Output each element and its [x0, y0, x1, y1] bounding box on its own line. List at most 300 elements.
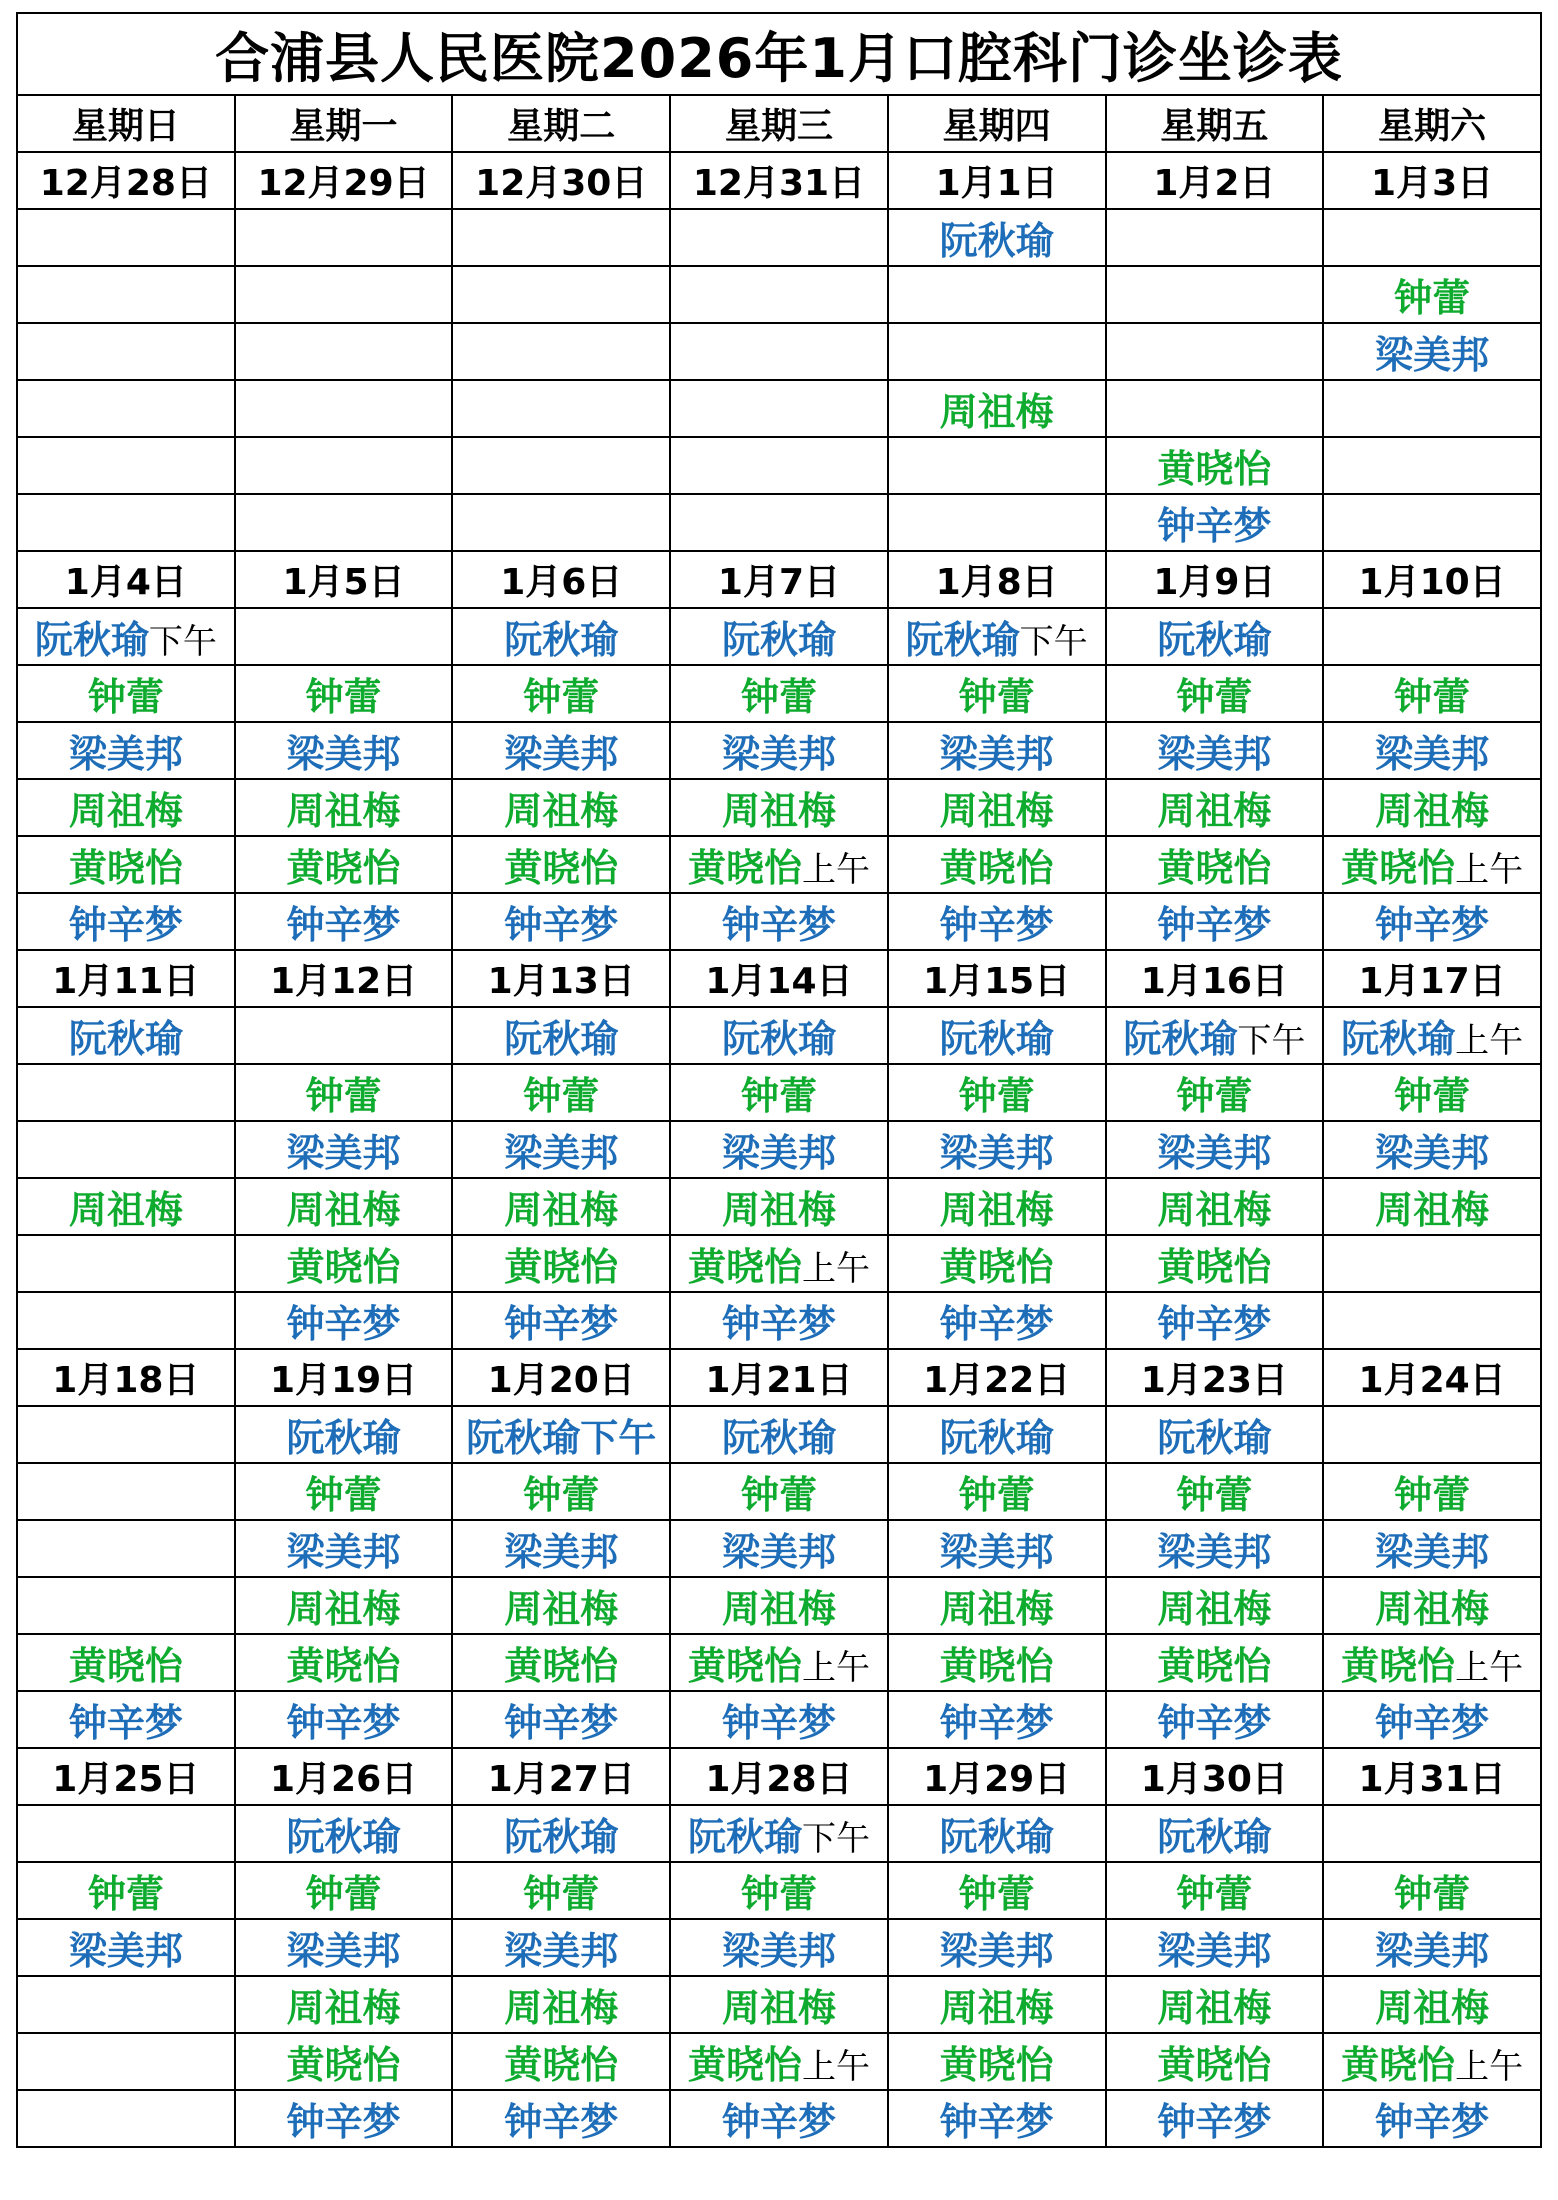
schedule-cell: [1106, 1235, 1324, 1292]
doctor-name: 梁美邦: [939, 1131, 1054, 1175]
schedule-cell: [1106, 1862, 1324, 1919]
doctor-name: 周祖梅: [721, 1587, 836, 1631]
date-cell: 1月7日: [670, 551, 888, 608]
schedule-cell: [235, 494, 453, 551]
schedule-cell: [1106, 266, 1324, 323]
schedule-cell: [670, 1463, 888, 1520]
date-cell: 12月30日: [452, 152, 670, 209]
schedule-cell: [17, 1406, 235, 1463]
doctor-name: 周祖梅: [721, 789, 836, 833]
schedule-cell: [670, 1919, 888, 1976]
doctor-name: 周祖梅: [1375, 1587, 1490, 1631]
schedule-cell: [235, 836, 453, 893]
doctor-name: 周祖梅: [1375, 1986, 1490, 2030]
schedule-cell: [17, 1178, 235, 1235]
date-cell: 1月16日: [1106, 950, 1324, 1007]
doctor-name: 钟蕾: [740, 675, 817, 719]
weekday-tuesday: 星期二: [452, 95, 670, 152]
doctor-name: 钟蕾: [523, 1074, 600, 1118]
schedule-cell: [670, 608, 888, 665]
schedule-cell: [1106, 665, 1324, 722]
schedule-cell: [235, 1976, 453, 2033]
schedule-cell: [670, 1691, 888, 1748]
schedule-cell: [670, 779, 888, 836]
date-cell: 1月22日: [888, 1349, 1106, 1406]
date-cell: 1月17日: [1323, 950, 1541, 1007]
schedule-cell: [1323, 1178, 1541, 1235]
date-cell: 1月31日: [1323, 1748, 1541, 1805]
doctor-row: [17, 1520, 1541, 1577]
schedule-cell: [888, 2090, 1106, 2147]
schedule-cell: [888, 1691, 1106, 1748]
doctor-name: 阮秋瑜: [1157, 618, 1272, 662]
session-note: 下午: [148, 622, 217, 662]
schedule-cell: [670, 323, 888, 380]
doctor-name: 钟蕾: [740, 1872, 817, 1916]
schedule-cell: [452, 893, 670, 950]
schedule-cell: [888, 494, 1106, 551]
session-note: 上午: [1455, 850, 1524, 890]
schedule-cell: [235, 1919, 453, 1976]
schedule-cell: [452, 1121, 670, 1178]
schedule-cell: [1106, 1463, 1324, 1520]
schedule-cell: [235, 1064, 453, 1121]
schedule-cell: [670, 437, 888, 494]
doctor-name: 钟辛梦: [286, 1701, 401, 1745]
schedule-cell: [1106, 1121, 1324, 1178]
schedule-cell: [1106, 1064, 1324, 1121]
doctor-name: 钟辛梦: [286, 2100, 401, 2144]
date-row: [17, 1748, 1541, 1805]
schedule-cell: [670, 1976, 888, 2033]
schedule-cell: [670, 266, 888, 323]
doctor-name: 周祖梅: [1157, 789, 1272, 833]
doctor-name: 钟辛梦: [721, 903, 836, 947]
doctor-name: 钟蕾: [958, 1872, 1035, 1916]
date-cell: 1月5日: [235, 551, 453, 608]
schedule-cell: [17, 1862, 235, 1919]
schedule-table: [16, 94, 1542, 2148]
doctor-name: 阮秋瑜: [721, 1017, 836, 1061]
schedule-cell: [17, 1292, 235, 1349]
doctor-name: 周祖梅: [1157, 1188, 1272, 1232]
doctor-name: 周祖梅: [68, 789, 183, 833]
doctor-name: 黄晓怡: [68, 1644, 183, 1688]
doctor-row: [17, 1577, 1541, 1634]
schedule-cell: [17, 1064, 235, 1121]
doctor-name: 梁美邦: [939, 1530, 1054, 1574]
doctor-row: [17, 1691, 1541, 1748]
doctor-name: 钟蕾: [1394, 276, 1471, 320]
doctor-name: 阮秋瑜: [1123, 1017, 1238, 1061]
schedule-cell: [1106, 1634, 1324, 1691]
session-note: 上午: [801, 1648, 870, 1688]
schedule-cell: [1323, 1235, 1541, 1292]
schedule-cell: [1106, 779, 1324, 836]
session-note: 上午: [1455, 1021, 1524, 1061]
doctor-name: 周祖梅: [1157, 1587, 1272, 1631]
schedule-cell: [888, 437, 1106, 494]
schedule-cell: [888, 380, 1106, 437]
schedule-cell: [888, 893, 1106, 950]
schedule-cell: [452, 323, 670, 380]
schedule-cell: [1106, 1007, 1324, 1064]
date-cell: 1月21日: [670, 1349, 888, 1406]
doctor-name: 黄晓怡: [1157, 1644, 1272, 1688]
schedule-cell: [670, 1634, 888, 1691]
schedule-cell: [1323, 1121, 1541, 1178]
doctor-name: 钟辛梦: [286, 903, 401, 947]
doctor-name: 钟辛梦: [504, 1701, 619, 1745]
date-cell: 1月24日: [1323, 1349, 1541, 1406]
doctor-name: 钟辛梦: [1375, 1701, 1490, 1745]
schedule-cell: [17, 2090, 235, 2147]
schedule-cell: [1323, 1805, 1541, 1862]
schedule-cell: [452, 836, 670, 893]
schedule-cell: [17, 209, 235, 266]
schedule-cell: [1106, 380, 1324, 437]
doctor-name: 梁美邦: [721, 1131, 836, 1175]
doctor-name: 阮秋瑜: [504, 1017, 619, 1061]
date-row: [17, 1349, 1541, 1406]
schedule-cell: [17, 779, 235, 836]
doctor-name: 钟蕾: [305, 675, 382, 719]
schedule-cell: [452, 1064, 670, 1121]
doctor-name: 钟蕾: [1176, 1074, 1253, 1118]
schedule-cell: [1323, 1292, 1541, 1349]
doctor-name: 钟辛梦: [939, 1701, 1054, 1745]
session-note: 上午: [1455, 1648, 1524, 1688]
doctor-row: [17, 437, 1541, 494]
schedule-cell: [888, 1406, 1106, 1463]
schedule-cell: [452, 779, 670, 836]
doctor-name: 黄晓怡: [687, 2043, 802, 2087]
date-cell: 12月29日: [235, 152, 453, 209]
schedule-cell: [1106, 1520, 1324, 1577]
doctor-name: 钟蕾: [1394, 1074, 1471, 1118]
schedule-cell: [1323, 323, 1541, 380]
schedule-cell: [17, 1007, 235, 1064]
doctor-name: 梁美邦: [939, 1929, 1054, 1973]
schedule-cell: [1106, 608, 1324, 665]
doctor-name: 钟辛梦: [68, 1701, 183, 1745]
doctor-name: 梁美邦: [1375, 1131, 1490, 1175]
doctor-name: 黄晓怡: [286, 1644, 401, 1688]
doctor-name: 钟蕾: [958, 675, 1035, 719]
doctor-name: 周祖梅: [939, 1188, 1054, 1232]
schedule-cell: [1106, 893, 1324, 950]
session-note: 上午: [801, 850, 870, 890]
weekday-wednesday: 星期三: [670, 95, 888, 152]
doctor-name: 阮秋瑜: [939, 1815, 1054, 1859]
doctor-name: 梁美邦: [504, 1530, 619, 1574]
session-note: 下午: [1019, 622, 1088, 662]
schedule-cell: [17, 1520, 235, 1577]
doctor-row: [17, 1064, 1541, 1121]
schedule-cell: [1106, 1976, 1324, 2033]
schedule-cell: [235, 779, 453, 836]
schedule-cell: [670, 1064, 888, 1121]
schedule-cell: [1106, 1691, 1324, 1748]
schedule-cell: [235, 1463, 453, 1520]
schedule-cell: [888, 1235, 1106, 1292]
schedule-cell: [452, 1178, 670, 1235]
weekday-saturday: 星期六: [1323, 95, 1541, 152]
doctor-name: 阮秋瑜: [721, 1416, 836, 1460]
session-note: 上午: [801, 1249, 870, 1289]
doctor-name: 黄晓怡: [1157, 1245, 1272, 1289]
doctor-name: 梁美邦: [721, 1530, 836, 1574]
doctor-name: 钟辛梦: [1375, 903, 1490, 947]
schedule-cell: [452, 1691, 670, 1748]
schedule-cell: [888, 1520, 1106, 1577]
schedule-cell: [235, 2090, 453, 2147]
doctor-name: 阮秋瑜: [504, 1815, 619, 1859]
schedule-cell: [888, 1121, 1106, 1178]
session-note: 上午: [801, 2047, 870, 2087]
schedule-cell: [17, 1919, 235, 1976]
doctor-name: 周祖梅: [504, 1986, 619, 2030]
schedule-cell: [888, 209, 1106, 266]
doctor-name: 钟蕾: [523, 1473, 600, 1517]
schedule-cell: [452, 1406, 670, 1463]
schedule-cell: [452, 266, 670, 323]
doctor-name: 黄晓怡: [939, 846, 1054, 890]
doctor-name: 钟辛梦: [68, 903, 183, 947]
schedule-cell: [1323, 1691, 1541, 1748]
schedule-cell: [452, 1007, 670, 1064]
schedule-cell: [17, 266, 235, 323]
schedule-cell: [452, 665, 670, 722]
schedule-cell: [17, 1805, 235, 1862]
schedule-cell: [235, 1805, 453, 1862]
doctor-name: 周祖梅: [721, 1986, 836, 2030]
date-cell: 1月25日: [17, 1748, 235, 1805]
schedule-cell: [17, 1691, 235, 1748]
schedule-cell: [17, 893, 235, 950]
schedule-cell: [670, 1406, 888, 1463]
doctor-name: 黄晓怡: [687, 1245, 802, 1289]
schedule-cell: [888, 1919, 1106, 1976]
schedule-cell: [1106, 1805, 1324, 1862]
date-cell: 1月11日: [17, 950, 235, 1007]
doctor-row: [17, 2090, 1541, 2147]
doctor-name: 周祖梅: [939, 390, 1054, 434]
schedule-cell: [452, 1634, 670, 1691]
schedule-cell: [235, 437, 453, 494]
doctor-name: 黄晓怡: [1341, 846, 1456, 890]
schedule-cell: [235, 1007, 453, 1064]
schedule-cell: [1323, 2033, 1541, 2090]
doctor-name: 黄晓怡: [1157, 846, 1272, 890]
doctor-name: 黄晓怡: [687, 1644, 802, 1688]
doctor-name: 钟蕾: [958, 1074, 1035, 1118]
schedule-cell: [452, 209, 670, 266]
doctor-name: 周祖梅: [1375, 1188, 1490, 1232]
schedule-cell: [670, 2033, 888, 2090]
schedule-cell: [888, 266, 1106, 323]
doctor-name: 钟蕾: [1394, 675, 1471, 719]
date-cell: 1月20日: [452, 1349, 670, 1406]
doctor-row: [17, 1178, 1541, 1235]
date-cell: 1月3日: [1323, 152, 1541, 209]
date-cell: 1月2日: [1106, 152, 1324, 209]
doctor-row: [17, 1862, 1541, 1919]
doctor-name: 梁美邦: [1375, 333, 1490, 377]
doctor-row: [17, 893, 1541, 950]
schedule-cell: [1323, 1976, 1541, 2033]
schedule-cell: [452, 437, 670, 494]
doctor-name: 周祖梅: [286, 789, 401, 833]
schedule-cell: [888, 1292, 1106, 1349]
schedule-cell: [1323, 494, 1541, 551]
doctor-name: 阮秋瑜: [939, 219, 1054, 263]
doctor-name: 周祖梅: [504, 1587, 619, 1631]
doctor-name: 黄晓怡: [939, 2043, 1054, 2087]
schedule-cell: [17, 1634, 235, 1691]
doctor-name: 钟辛梦: [286, 1302, 401, 1346]
schedule-cell: [235, 665, 453, 722]
schedule-cell: [452, 1919, 670, 1976]
doctor-name: 钟蕾: [523, 1872, 600, 1916]
doctor-row: [17, 209, 1541, 266]
doctor-name: 梁美邦: [504, 1131, 619, 1175]
doctor-name: 阮秋瑜: [286, 1416, 401, 1460]
date-cell: 1月4日: [17, 551, 235, 608]
schedule-cell: [888, 1178, 1106, 1235]
schedule-cell: [670, 1178, 888, 1235]
schedule-cell: [1323, 836, 1541, 893]
doctor-name: 黄晓怡: [1157, 447, 1272, 491]
schedule-cell: [1323, 266, 1541, 323]
schedule-cell: [235, 1121, 453, 1178]
date-cell: 1月1日: [888, 152, 1106, 209]
doctor-name: 钟辛梦: [721, 2100, 836, 2144]
doctor-name: 钟蕾: [1394, 1473, 1471, 1517]
session-note: 下午: [1237, 1021, 1306, 1061]
schedule-cell: [1323, 1919, 1541, 1976]
schedule-cell: [235, 1178, 453, 1235]
doctor-name: 钟蕾: [740, 1473, 817, 1517]
doctor-name: 黄晓怡: [687, 846, 802, 890]
schedule-cell: [17, 380, 235, 437]
schedule-cell: [888, 722, 1106, 779]
date-cell: 1月23日: [1106, 1349, 1324, 1406]
schedule-cell: [888, 779, 1106, 836]
doctor-name: 阮秋瑜下午: [466, 1416, 657, 1460]
schedule-cell: [17, 437, 235, 494]
schedule-cell: [888, 1463, 1106, 1520]
doctor-name: 黄晓怡: [1157, 2043, 1272, 2087]
schedule-cell: [888, 323, 1106, 380]
schedule-cell: [452, 1292, 670, 1349]
date-cell: 1月10日: [1323, 551, 1541, 608]
schedule-cell: [452, 2090, 670, 2147]
schedule-cell: [235, 1406, 453, 1463]
schedule-cell: [888, 1007, 1106, 1064]
doctor-name: 梁美邦: [286, 1530, 401, 1574]
date-cell: 1月27日: [452, 1748, 670, 1805]
schedule-cell: [1323, 1634, 1541, 1691]
doctor-name: 钟辛梦: [504, 1302, 619, 1346]
doctor-name: 阮秋瑜: [687, 1815, 802, 1859]
schedule-cell: [1106, 2033, 1324, 2090]
schedule-cell: [235, 1292, 453, 1349]
doctor-row: [17, 1007, 1541, 1064]
doctor-name: 周祖梅: [939, 789, 1054, 833]
schedule-cell: [17, 665, 235, 722]
doctor-name: 阮秋瑜: [939, 1017, 1054, 1061]
doctor-name: 梁美邦: [68, 732, 183, 776]
schedule-cell: [670, 1862, 888, 1919]
doctor-row: [17, 2033, 1541, 2090]
schedule-cell: [1323, 893, 1541, 950]
doctor-name: 钟辛梦: [1157, 1701, 1272, 1745]
schedule-cell: [670, 665, 888, 722]
schedule-cell: [670, 1520, 888, 1577]
doctor-row: [17, 1406, 1541, 1463]
schedule-cell: [452, 1520, 670, 1577]
weekday-friday: 星期五: [1106, 95, 1324, 152]
schedule-cell: [670, 209, 888, 266]
doctor-name: 梁美邦: [1375, 1929, 1490, 1973]
schedule-cell: [235, 323, 453, 380]
doctor-name: 钟蕾: [958, 1473, 1035, 1517]
doctor-row: [17, 1292, 1541, 1349]
schedule-cell: [670, 2090, 888, 2147]
date-cell: 1月30日: [1106, 1748, 1324, 1805]
schedule-cell: [1323, 1862, 1541, 1919]
doctor-name: 黄晓怡: [504, 1245, 619, 1289]
schedule-cell: [235, 380, 453, 437]
schedule-cell: [1106, 1406, 1324, 1463]
doctor-name: 钟蕾: [1176, 1473, 1253, 1517]
date-cell: 1月12日: [235, 950, 453, 1007]
schedule-cell: [452, 380, 670, 437]
doctor-name: 梁美邦: [1157, 732, 1272, 776]
schedule-cell: [17, 1121, 235, 1178]
schedule-cell: [888, 1577, 1106, 1634]
schedule-cell: [235, 893, 453, 950]
schedule-cell: [235, 209, 453, 266]
schedule-cell: [1106, 494, 1324, 551]
doctor-name: 梁美邦: [721, 1929, 836, 1973]
doctor-name: 梁美邦: [286, 732, 401, 776]
date-cell: 1月9日: [1106, 551, 1324, 608]
weekday-monday: 星期一: [235, 95, 453, 152]
schedule-cell: [452, 1463, 670, 1520]
schedule-cell: [670, 494, 888, 551]
doctor-name: 黄晓怡: [1341, 2043, 1456, 2087]
doctor-name: 黄晓怡: [286, 2043, 401, 2087]
schedule-cell: [17, 1577, 235, 1634]
doctor-row: [17, 665, 1541, 722]
doctor-row: [17, 1634, 1541, 1691]
date-row: [17, 551, 1541, 608]
schedule-cell: [452, 1577, 670, 1634]
schedule-cell: [1106, 1577, 1324, 1634]
date-cell: 1月26日: [235, 1748, 453, 1805]
doctor-name: 周祖梅: [1157, 1986, 1272, 2030]
schedule-cell: [1323, 209, 1541, 266]
date-cell: 1月28日: [670, 1748, 888, 1805]
doctor-name: 周祖梅: [286, 1986, 401, 2030]
date-cell: 1月14日: [670, 950, 888, 1007]
schedule-cell: [670, 380, 888, 437]
schedule-cell: [670, 1577, 888, 1634]
doctor-name: 黄晓怡: [504, 846, 619, 890]
schedule-cell: [1323, 1577, 1541, 1634]
